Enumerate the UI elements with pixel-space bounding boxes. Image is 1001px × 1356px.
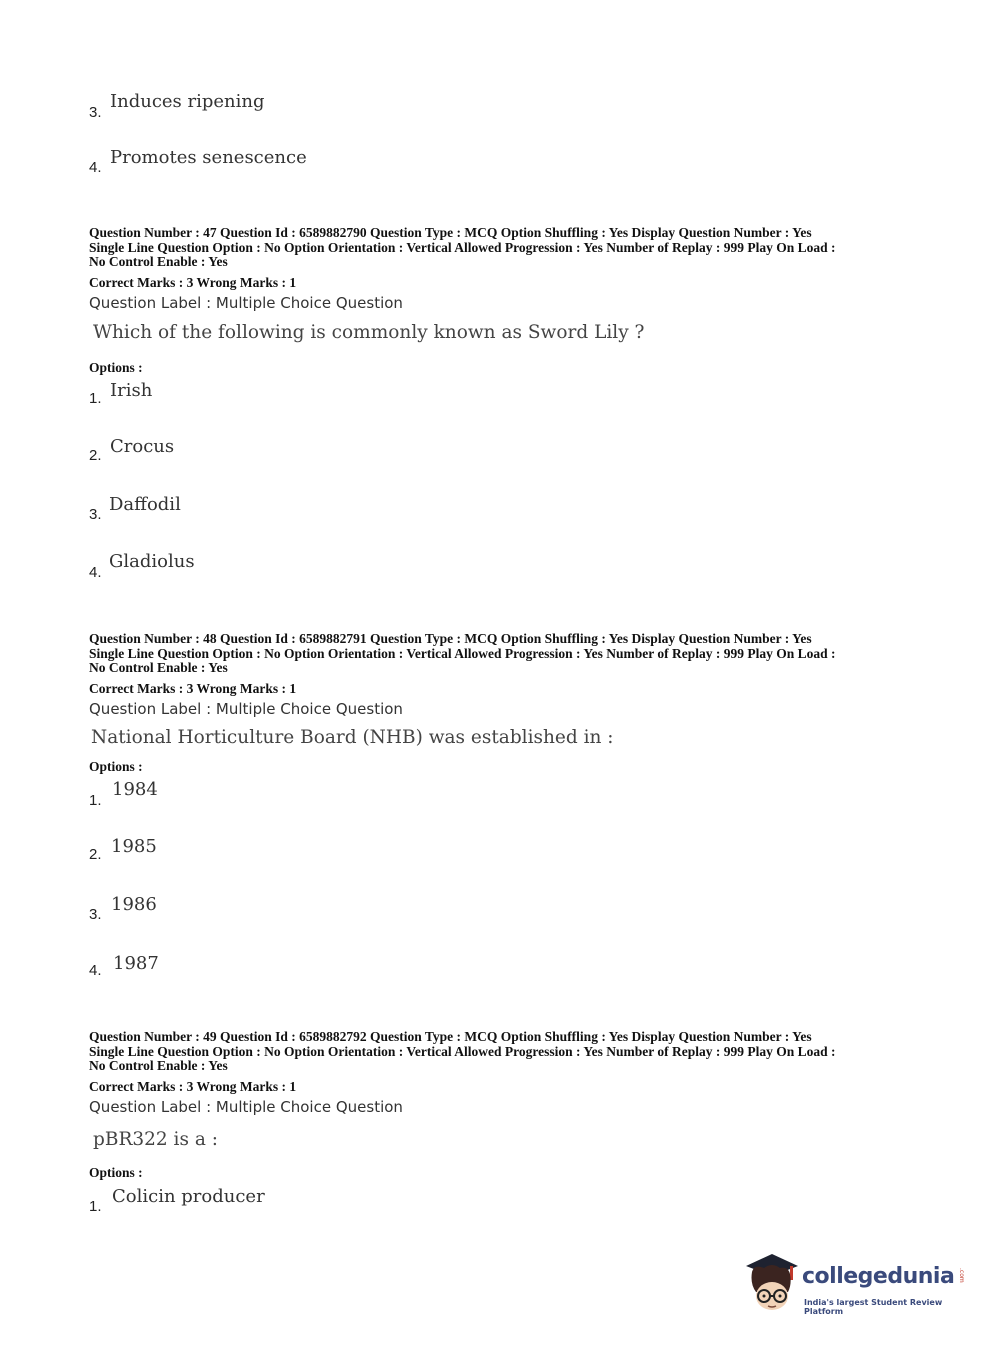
question-label: Question Label : Multiple Choice Question xyxy=(89,1098,403,1116)
metadata-line-1: Question Number : 48 Question Id : 6589882791 Question Type : MCQ Option Shuffling : Yes Display Question Number : Yes xyxy=(89,631,812,646)
marks-line: Correct Marks : 3 Wrong Marks : 1 xyxy=(89,681,297,696)
metadata-line-2: Single Line Question Option : No Option Orientation : Vertical Allowed Progression : Yes Number of Replay : 999 Play On Load : xyxy=(89,645,836,661)
option-number: 2. xyxy=(89,447,102,464)
option-number: 1. xyxy=(89,390,102,407)
option-number: 1. xyxy=(89,792,102,809)
options-heading: Options : xyxy=(89,360,143,375)
metadata-line-1: Question Number : 47 Question Id : 6589882790 Question Type : MCQ Option Shuffling : Yes Display Question Number : Yes xyxy=(89,225,812,240)
logo-com-suffix: .com xyxy=(958,1268,965,1283)
collegedunia-logo xyxy=(742,1250,972,1320)
question-text: pBR322 is a : xyxy=(93,1129,218,1150)
question-label: Question Label : Multiple Choice Question xyxy=(89,294,403,312)
options-heading: Options : xyxy=(89,1165,143,1180)
option-number: 4. xyxy=(89,159,102,176)
option-number: 4. xyxy=(89,564,102,581)
option-text: Induces ripening xyxy=(110,91,265,112)
option-text: Crocus xyxy=(110,436,175,457)
marks-line: Correct Marks : 3 Wrong Marks : 1 xyxy=(89,275,297,290)
option-text: Irish xyxy=(110,380,153,401)
option-number: 2. xyxy=(89,846,102,863)
option-text: Daffodil xyxy=(109,494,181,515)
option-number: 3. xyxy=(89,506,102,523)
option-text: Colicin producer xyxy=(112,1186,265,1207)
logo-wordmark: collegedunia xyxy=(802,1264,955,1289)
metadata-line-1: Question Number : 49 Question Id : 6589882792 Question Type : MCQ Option Shuffling : Yes Display Question Number : Yes xyxy=(89,1029,812,1044)
option-text: Gladiolus xyxy=(109,551,195,572)
metadata-line-3: No Control Enable : Yes xyxy=(89,1058,228,1073)
question-metadata xyxy=(89,632,919,676)
option-number: 3. xyxy=(89,104,102,121)
metadata-line-3: No Control Enable : Yes xyxy=(89,660,228,675)
option-number: 3. xyxy=(89,906,102,923)
question-metadata xyxy=(89,1030,919,1074)
metadata-line-2: Single Line Question Option : No Option Orientation : Vertical Allowed Progression : Yes Number of Replay : 999 Play On Load : xyxy=(89,239,836,255)
option-number: 4. xyxy=(89,962,102,979)
option-text: 1987 xyxy=(113,953,159,974)
option-text: Promotes senescence xyxy=(110,147,307,168)
option-text: 1984 xyxy=(112,779,158,800)
metadata-line-3: No Control Enable : Yes xyxy=(89,254,228,269)
student-mascot-icon xyxy=(742,1250,802,1320)
marks-line: Correct Marks : 3 Wrong Marks : 1 xyxy=(89,1079,297,1094)
option-number: 1. xyxy=(89,1198,102,1215)
question-text: National Horticulture Board (NHB) was established in : xyxy=(91,727,614,748)
question-label: Question Label : Multiple Choice Question xyxy=(89,700,403,718)
options-heading: Options : xyxy=(89,759,143,774)
question-metadata xyxy=(89,226,919,270)
option-text: 1986 xyxy=(111,894,157,915)
logo-tagline: India's largest Student Review Platform xyxy=(804,1298,943,1316)
question-text: Which of the following is commonly known as Sword Lily ? xyxy=(93,322,645,343)
metadata-line-2: Single Line Question Option : No Option Orientation : Vertical Allowed Progression : Yes Number of Replay : 999 Play On Load : xyxy=(89,1043,836,1059)
option-text: 1985 xyxy=(111,836,157,857)
